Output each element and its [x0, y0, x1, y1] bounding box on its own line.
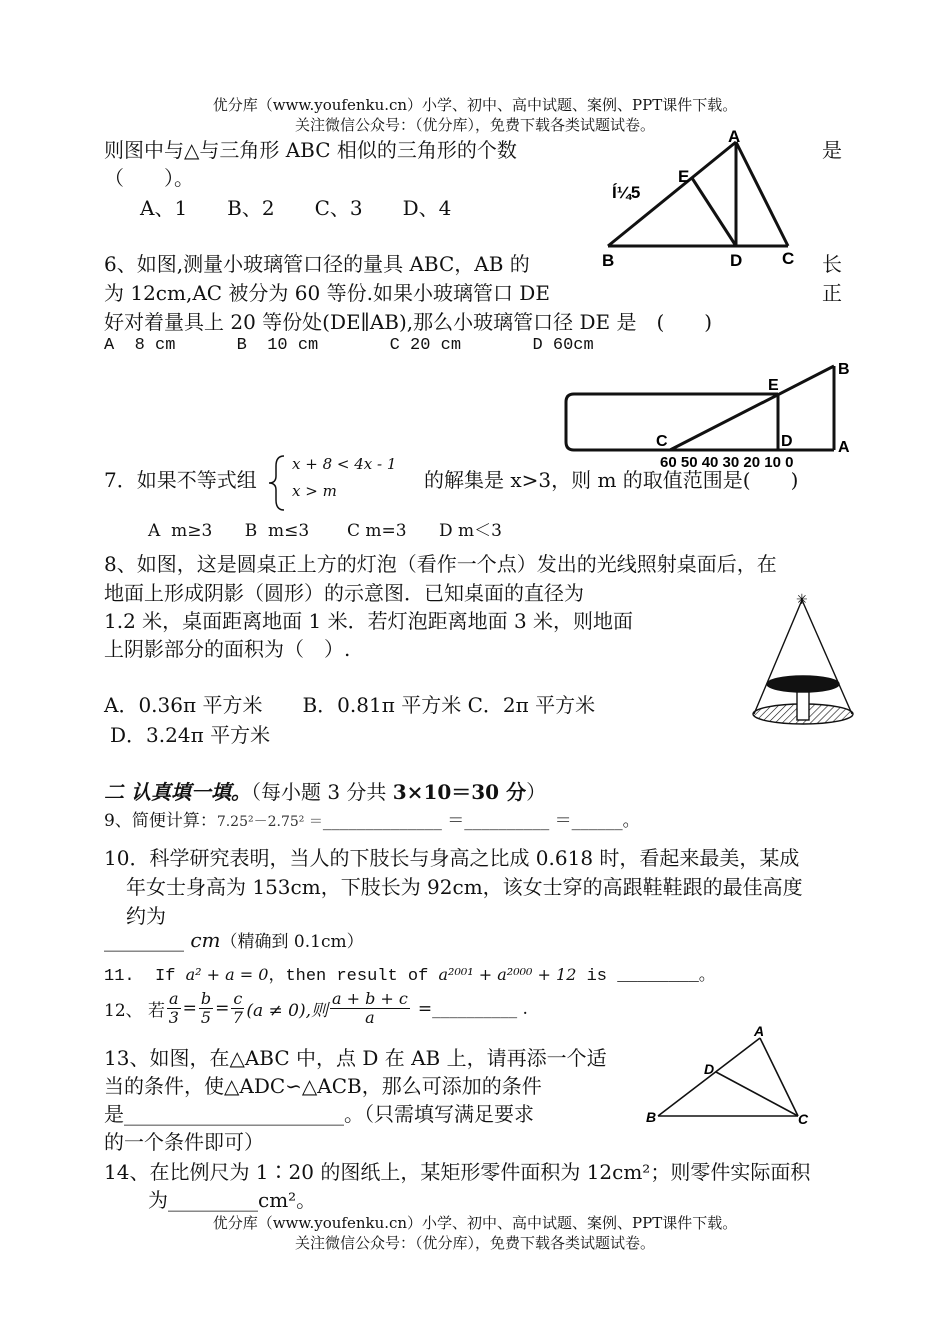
- q6-line-1-end: 长: [822, 252, 842, 276]
- footer-line-1: 优分库（www.youfenku.cn）小学、初中、高中试题、案例、PPT课件下载。: [212, 1214, 738, 1232]
- q7-prefix: 7．如果不等式组: [104, 468, 257, 492]
- q12-fraction-b: $\frac{b}{5}$: [200, 989, 212, 1027]
- q12-line: 12、 若 $\frac{a}{3}$ = $\frac{b}{5}$ = $\frac{c}{7}$ (a ≠ 0),则 $\frac{a + b + c}{a}$ =__________ .: [104, 989, 528, 1027]
- q6-segment-cb: [670, 366, 834, 450]
- q13-side-ba: [658, 1038, 760, 1116]
- q6-label-a: A: [838, 439, 850, 456]
- q5-side-ac: [736, 142, 788, 246]
- header-line-1: 优分库（www.youfenku.cn）小学、初中、高中试题、案例、PPT课件下载。: [212, 96, 738, 114]
- q10-line-3: 约为: [126, 904, 166, 928]
- q10-note: （精确到 0.1cm）: [220, 932, 364, 952]
- q8-line-3: 1.2 米，桌面距离地面 1 米．若灯泡距离地面 3 米，则地面: [104, 609, 634, 633]
- q7-suffix: 的解集是 x>3，则 m 的取值范围是( ): [424, 468, 799, 492]
- q13-label-a: A: [754, 1023, 765, 1039]
- q14-line-2: 为_________cm²。: [148, 1188, 317, 1212]
- q6-line-2: 为 12cm,AC 被分为 60 等份.如果小玻璃管口 DE: [104, 281, 550, 305]
- q12-fraction-c: $\frac{c}{7}$: [232, 989, 243, 1027]
- q9-blank-2[interactable]: __________: [464, 811, 550, 831]
- q6-line-3: 好对着量具上 20 等份处(DE∥AB),那么小玻璃管口径 DE 是 ( ): [104, 310, 713, 334]
- q12-condition: (a ≠ 0),则: [246, 1001, 328, 1021]
- q13-label-b: B: [646, 1109, 657, 1125]
- q8-line-1: 8、如图，这是圆桌正上方的灯泡（看作一个点）发出的光线照射桌面后，在: [104, 552, 777, 576]
- q10-line-1: 10．科学研究表明，当人的下肢长与身高之比成 0.618 时，看起来最美，某成: [104, 846, 800, 870]
- q6-label-c: C: [656, 433, 668, 450]
- q8-light-ray-left: [754, 600, 802, 714]
- q7-options: A m≥3 B m≤3 C m=3 D m＜3: [148, 521, 502, 541]
- q9-line: [104, 806, 640, 831]
- q5-label-a: A: [728, 127, 741, 146]
- q6-line-2-end: 正: [822, 281, 842, 305]
- q6-scale-ticks: 60 50 40 30 20 10 0: [660, 454, 794, 470]
- section-2-title: 二 认真填一填。: [104, 780, 251, 804]
- q12-fraction-a: $\frac{a}{3}$: [168, 989, 179, 1027]
- q5-line-2: （ ）。: [104, 166, 194, 190]
- q5-figure-mark: Í¼5: [612, 183, 641, 202]
- q9-equals-3: ＝: [554, 811, 572, 831]
- section-2-heading: [104, 776, 546, 805]
- q13-line-3: 是______________________。（只需填写满足要求: [104, 1102, 534, 1126]
- q5-line-1: 则图中与△与三角形 ABC 相似的三角形的个数: [104, 138, 517, 162]
- q5-label-b: B: [602, 251, 615, 270]
- q7-inequality-2: x > m: [292, 482, 337, 500]
- q12-prefix: 12、 若: [104, 1001, 166, 1021]
- q13-label-d: D: [704, 1061, 715, 1077]
- q8-line-2: 地面上形成阴影（圆形）的示意图．已知桌面的直径为: [104, 581, 584, 605]
- q12-fraction-sum: $\frac{a + b + c}{a}$: [331, 989, 408, 1027]
- q13-label-c: C: [798, 1111, 809, 1127]
- footer-line-2: 关注微信公众号：（优分库），免费下载各类试题试卷。: [294, 1234, 655, 1252]
- q13-side-ac: [760, 1038, 798, 1116]
- q13-line-1: 13、如图，在△ABC 中，点 D 在 AB 上，请再添一个适: [104, 1046, 607, 1070]
- q13-segment-dc: [716, 1072, 798, 1116]
- q13-line-2: 当的条件，使△ADC∽△ACB，那么可添加的条件: [104, 1074, 542, 1098]
- q6-tube-outline: [566, 394, 778, 450]
- q9-blank-3[interactable]: ______: [571, 811, 623, 831]
- q5-label-e: E: [678, 167, 690, 186]
- q7-inequality-1: x + 8 < 4x - 1: [292, 455, 397, 473]
- q9-prefix: 9、简便计算：: [104, 811, 217, 831]
- q8-options-1: A．0.36π 平方米 B．0.81π 平方米 C．2π 平方米: [104, 693, 596, 717]
- q6-line-1: 6、如图,测量小玻璃管口径的量具 ABC，AB 的: [104, 252, 530, 276]
- q6-options: A 8 cm B 10 cm C 20 cm D 60cm: [104, 336, 594, 355]
- q11-suffix: is ________。: [576, 967, 716, 986]
- q6-label-e: E: [768, 377, 779, 394]
- q10-unit: cm: [190, 928, 221, 952]
- q6-label-b: B: [838, 361, 850, 378]
- q10-blank[interactable]: ________: [104, 928, 184, 952]
- q6-label-d: D: [781, 433, 793, 450]
- q12-blank[interactable]: =__________ .: [417, 998, 528, 1019]
- q11-expression: a²⁰⁰¹ + a²⁰⁰⁰ + 12: [438, 965, 577, 984]
- q9-blank-1[interactable]: ______________: [322, 811, 442, 831]
- q10-answer-line: [104, 927, 364, 952]
- q5-segment-ed: [692, 178, 736, 246]
- q11-condition: a² + a = 0: [185, 965, 269, 984]
- q9-end: 。: [622, 811, 640, 831]
- q11-line: [104, 960, 716, 986]
- q10-line-2: 年女士身高为 153cm，下肢长为 92cm，该女士穿的高跟鞋鞋跟的最佳高度: [126, 875, 803, 899]
- q7-brace: [266, 452, 292, 514]
- q8-table-top: [767, 676, 839, 692]
- q5-options: A、1 B、2 C、3 D、4: [140, 196, 452, 220]
- q8-lamp-figure: [740, 588, 870, 738]
- q8-table-leg: [797, 692, 809, 720]
- q13-line-4: 的一个条件即可）: [104, 1130, 264, 1154]
- q5-label-c: C: [782, 249, 795, 268]
- section-2-note-end: ）: [526, 780, 547, 804]
- q14-line-1: 14、在比例尺为 1∶20 的图纸上，某矩形零件面积为 12cm²；则零件实际面积: [104, 1160, 811, 1184]
- q5-triangle-figure: [596, 122, 806, 272]
- q8-options-2: D．3.24π 平方米: [110, 723, 271, 747]
- header-line-2: 关注微信公众号：（优分库），免费下载各类试题试卷。: [294, 116, 655, 134]
- q9-expression: 7.25²－2.75² ＝: [216, 814, 323, 830]
- q5-line-1-end: 是: [822, 138, 842, 162]
- q8-line-4: 上阴影部分的面积为（ ）.: [104, 637, 351, 661]
- q13-triangle-figure: [640, 1022, 820, 1132]
- q9-equals-2: ＝: [447, 811, 465, 831]
- q6-gauge-figure: [560, 358, 860, 470]
- q11-mid: ，then result of: [268, 967, 439, 986]
- q5-label-d: D: [730, 251, 743, 270]
- section-2-score: 3×10＝30 分: [392, 780, 527, 804]
- q11-prefix: 11. If: [104, 967, 186, 986]
- q8-bulb-icon: ✳: [796, 591, 808, 607]
- section-2-note: （每小题 3 分共: [250, 780, 393, 804]
